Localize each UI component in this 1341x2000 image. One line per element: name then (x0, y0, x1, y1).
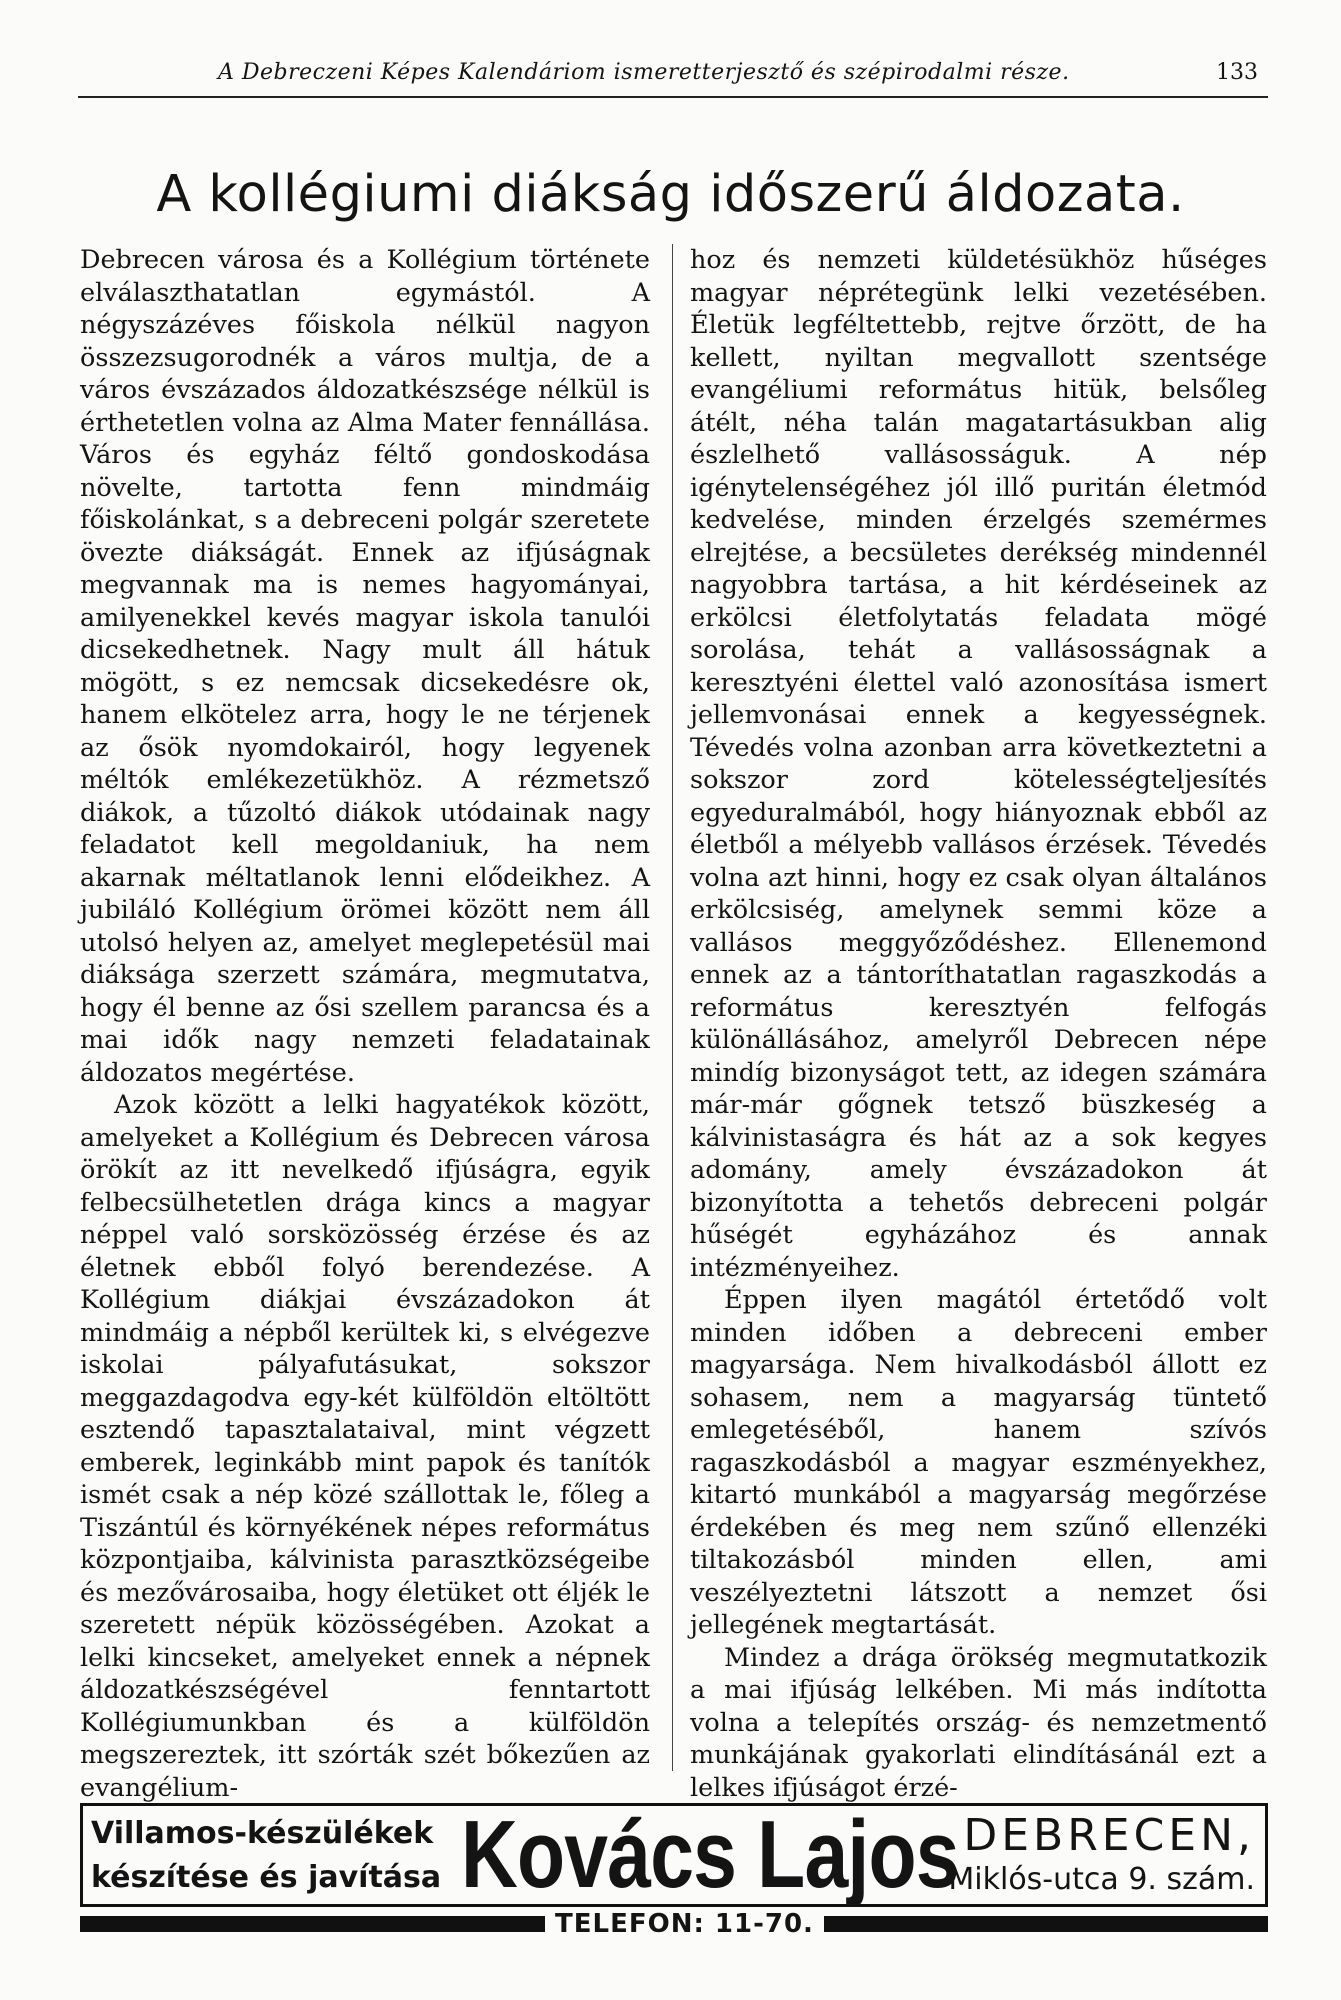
right-column (690, 244, 1267, 1804)
ad-brand-name: Kovács Lajos (461, 1801, 959, 1908)
running-header (78, 60, 1268, 94)
running-title: A Debreczeni Képes Kalendáriom ismeretterjesztő és szépirodalmi része. (218, 60, 1070, 85)
ad-services (91, 1812, 451, 1900)
ad-line-2: készítése és javítása (91, 1860, 442, 1895)
article-title: A kollégiumi diákság időszerű áldozata. (156, 165, 1185, 224)
header-rule (78, 96, 1268, 98)
ad-line-1: Villamos-készülékek (91, 1816, 434, 1851)
paragraph: hoz és nemzeti küldetésükhöz hűséges magyar néprétegünk lelki vezetésében. Életük legféltettebb, rejtve őrzött, de ha kellett, nyiltan megvallott szentsége evangéliumi református hitük, belsőleg átélt, néha talán magatartásukban alig észlelhető vallásosságuk. A nép igénytelenségéhez jól illő puritán életmód kedvelése, minden érzelgés szemérmes elrejtése, a becsületes derékség mindennél nagyobbra tartása, a hit kérdéseinek az erkölcsi életfolytatás feladata mögé sorolása, tehát a vallásosságnak a keresztyéni élettel való azonosítása ismert jellemvonásai ennek a kegyességnek. Tévedés volna azonban arra következtetni a sokszor zord kötelességteljesítés egyeduralmából, hogy hiányoznak ebből az életből a mélyebb vallásos érzések. Tévedés volna azt hinni, hogy ez csak olyan általános erkölcsiség, amelynek semmi köze a vallásos meggyőződéshez. Ellenemond ennek az a tántoríthatatlan ragaszkodás a református keresztyén felfogás különállásához, amelyről Debrecen népe mindíg bizonyságot tett, az idegen számára már-már gőgnek tetsző büszkeség a kálvinistaságra és hát az a sok kegyes adomány, amely évszázadokon át bizonyította a tehetős debreceni polgár hűségét egyházához és annak intézményeihez. (690, 245, 1267, 1283)
paragraph: Éppen ilyen magától értetődő volt minden időben a debreceni ember magyarsága. Nem hivalkodásból állott ez sohasem, nem a magyarság tüntető emlegetéséből, hanem szívós ragaszkodásból a magyar eszményekhez, kitartó munkából a magyarság megőrzése érdekében és meg nem szűnő ellenzéki tiltakozásból minden ellen, ami veszélyeztetni látszott a nemzet ősi jellegének megtartását. (690, 1285, 1267, 1640)
ad-phone: TELEFON: 11-70. (545, 1909, 824, 1939)
paragraph: Debrecen városa és a Kollégium története elválaszthatatlan egymástól. A négyszázéves főiskola nélkül nagyon összezsugorodnék a város multja, de a város évszázados áldozatkészsége nélkül is érthetetlen volna az Alma Mater fennállása. Város és egyház féltő gondoskodása növelte, tartotta fenn mindmáig főiskolánkat, s a debreceni polgár szeretete övezte diákságát. Ennek az ifjúságnak megvannak ma is nemes hagyományai, amilyenekkel kevés magyar iskola tanulói dicsekedhetnek. Nagy mult áll hátuk mögött, s ez nemcsak dicsekedésre ok, hanem elkötelez arra, hogy le ne térjenek az ősök nyomdokairól, hogy legyenek méltók emlékezetükhöz. A rézmetsző diákok, a tűzoltó diákok utódainak nagy feladatot kell megoldaniuk, ha nem akarnak méltatlanok lenni elődeikhez. A jubiláló Kollégium örömei között nem áll utolsó helyen az, amelyet meglepetésül mai diáksága szerzett számára, megmutatva, hogy él benne az ősi szellem parancsa és a mai idők nagy nemzeti feladatainak áldozatos megértése. (80, 245, 650, 1088)
page-number: 133 (1216, 60, 1258, 85)
advertisement-box (80, 1803, 1268, 1907)
ad-address (905, 1812, 1255, 1900)
paragraph: Mindez a drága örökség megmutatkozik a mai ifjúság lelkében. Mi más indította volna a telepítés ország- és nemzetmentő munkájának gyakorlati elindításánál ezt a lelkes ifjúságot érzé- (690, 1642, 1267, 1803)
left-column (80, 244, 650, 1804)
column-divider (672, 244, 673, 1771)
ad-city: DEBRECEN, (963, 1810, 1255, 1861)
paragraph: Azok között a lelki hagyatékok között, amelyeket a Kollégium és Debrecen városa örökít az itt nevelkedő ifjúságra, egyik felbecsülhetetlen drága kincs a magyar néppel való sorsközösség érzése és az életnek ebből folyó berendezése. A Kollégium diákjai évszázadokon át mindmáig a népből kerültek ki, s elvégezve iskolai pályafutásukat, sokszor meggazdagodva egy-két külföldön eltöltött esztendő tapasztalataival, mint végzett emberek, leginkább mint papok és tanítók ismét csak a nép közé szállottak le, főleg a Tiszántúl és környékének népes református központjaiba, kálvinista parasztközségeibe és mezővárosaiba, hogy életüket ott éljék le szeretett népük közösségében. Azokat a lelki kincseket, amelyeket ennek a népnek áldozatkészségével fenntartott Kollégiumunkban és a külföldön megszereztek, itt szórták szét bőkezűen az evangélium- (80, 1090, 650, 1803)
ad-street: Miklós-utca 9. szám. (948, 1862, 1255, 1897)
